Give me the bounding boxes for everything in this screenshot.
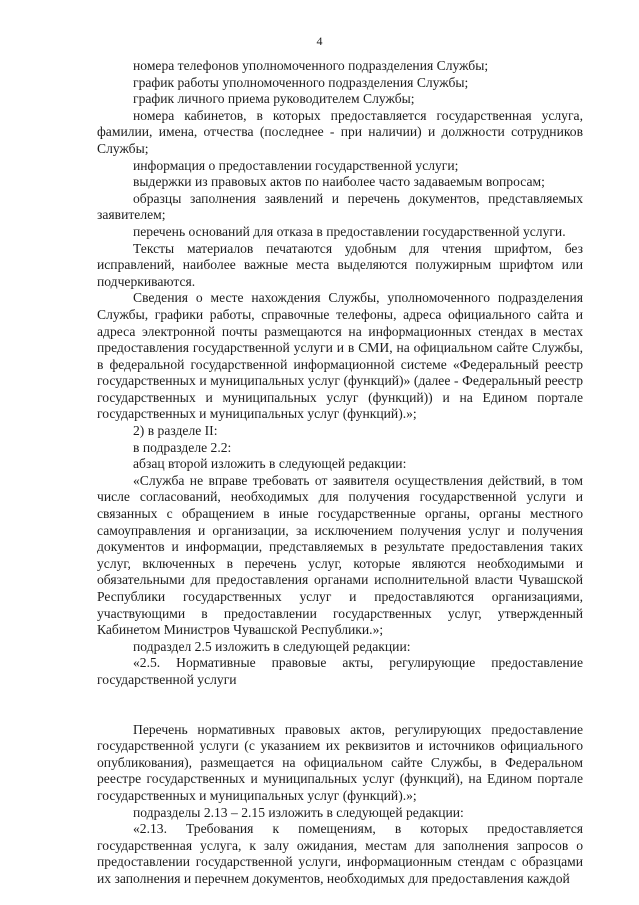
paragraph: перечень оснований для отказа в предоставлении государственной услуги. (133, 223, 566, 239)
paragraph: номера телефонов уполномоченного подразделения Службы; (133, 58, 489, 73)
section-heading: «2.5. Нормативные правовые акты, регулирующие предоставление государственной услуги (97, 655, 583, 687)
paragraph: выдержки из правовых актов по наиболее часто задаваемым вопросам; (133, 174, 545, 190)
paragraph: Тексты материалов печатаются удобным для чтения шрифтом, без исправлений, наиболее важные места выделяются полужирным шрифтом или подчеркиваются. (97, 240, 583, 289)
paragraph: Перечень нормативных правовых актов, регулирующих предоставление государственной услуги (с указанием их реквизитов и источников официального опубликования), размещается на официальном сайте Службы, в Федеральном реестре государственных и муниципальных услуг (функций), на Едином портале государственных и муниципальных услуг (функций).»; (97, 721, 583, 803)
blank-space (97, 689, 583, 722)
paragraph: подразделы 2.13 – 2.15 изложить в следующей редакции: (133, 804, 464, 820)
paragraph: информация о предоставлении государственной услуги; (133, 157, 459, 173)
paragraph: в подразделе 2.2: (133, 439, 232, 455)
paragraph: подраздел 2.5 изложить в следующей редакции: (133, 638, 411, 654)
page-number: 4 (316, 34, 323, 48)
paragraph: Сведения о месте нахождения Службы, уполномоченного подразделения Службы, графики работы, справочные телефоны, адреса официального сайта и адреса электронной почты размещаются на информационных стендах в местах предоставления государственной услуги и в СМИ, на официальном сайте Службы, в федеральной государственной информационной системе «Федеральный реестр государственных и муниципальных услуг (функций)» (далее - Федеральный реестр государственных и муниципальных услуг (функций)) и на Едином портале государственных и муниципальных услуг (функций).»; (97, 290, 583, 422)
paragraph: «2.13. Требования к помещениям, в которых предоставляется государственная услуга, к залу ожидания, местам для заполнения запросов о предоставлении государственной услуги, информационным стендам с образцами их заполнения и перечнем документов, необходимых для предоставления каждой (97, 821, 583, 886)
paragraph: «Служба не вправе требовать от заявителя осуществления действий, в том числе согласований, необходимых для получения государственной услуги и связанных с обращением в иные государственные органы, органы местного самоуправления и организации, за исключением получения услуг и получения документов и информации, представляемых в результате предоставления таких услуг, включенных в перечень услуг, которые являются необходимыми и обязательными для предоставления органами исполнительной власти Чувашской Республики государственных услуг и предоставляются организациями, участвующими в предоставлении государственных услуг, утвержденный Кабинетом Министров Чувашской Республики.»; (97, 472, 583, 638)
paragraph: абзац второй изложить в следующей редакции: (133, 456, 407, 472)
paragraph: график личного приема руководителем Службы; (133, 91, 415, 107)
paragraph: график работы уполномоченного подразделения Службы; (133, 74, 469, 90)
paragraph: номера кабинетов, в которых предоставляется государственная услуга, фамилии, имена, отчества (последнее - при наличии) и должности сотрудников Службы; (97, 107, 583, 156)
document-body (97, 58, 583, 888)
paragraph: 2) в разделе II: (133, 423, 218, 439)
paragraph: образцы заполнения заявлений и перечень документов, представляемых заявителем; (97, 190, 583, 223)
